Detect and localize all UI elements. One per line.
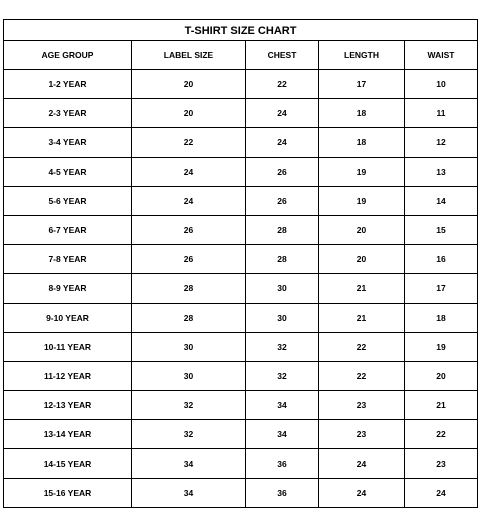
table-row bbox=[4, 420, 478, 449]
age-group-cell: 11-12 YEAR bbox=[4, 361, 132, 390]
column-header-label-size: LABEL SIZE bbox=[132, 41, 246, 70]
label-size-cell: 26 bbox=[132, 215, 246, 244]
title-row bbox=[4, 20, 478, 41]
age-group-cell: 1-2 YEAR bbox=[4, 70, 132, 99]
length-cell: 24 bbox=[319, 449, 405, 478]
table-row bbox=[4, 157, 478, 186]
waist-cell: 12 bbox=[405, 128, 478, 157]
age-group-cell: 10-11 YEAR bbox=[4, 332, 132, 361]
length-cell: 24 bbox=[319, 478, 405, 507]
label-size-cell: 24 bbox=[132, 186, 246, 215]
waist-cell: 15 bbox=[405, 215, 478, 244]
chest-cell: 32 bbox=[246, 332, 319, 361]
waist-cell: 18 bbox=[405, 303, 478, 332]
table-row bbox=[4, 70, 478, 99]
length-cell: 20 bbox=[319, 245, 405, 274]
label-size-cell: 20 bbox=[132, 99, 246, 128]
label-size-cell: 26 bbox=[132, 245, 246, 274]
header-row bbox=[4, 41, 478, 70]
size-chart-table bbox=[3, 19, 478, 508]
label-size-cell: 30 bbox=[132, 332, 246, 361]
label-size-cell: 32 bbox=[132, 391, 246, 420]
column-header-chest: CHEST bbox=[246, 41, 319, 70]
length-cell: 18 bbox=[319, 128, 405, 157]
waist-cell: 11 bbox=[405, 99, 478, 128]
chest-cell: 30 bbox=[246, 274, 319, 303]
age-group-cell: 3-4 YEAR bbox=[4, 128, 132, 157]
table-row bbox=[4, 186, 478, 215]
waist-cell: 22 bbox=[405, 420, 478, 449]
age-group-cell: 12-13 YEAR bbox=[4, 391, 132, 420]
age-group-cell: 14-15 YEAR bbox=[4, 449, 132, 478]
length-cell: 17 bbox=[319, 70, 405, 99]
length-cell: 23 bbox=[319, 420, 405, 449]
table-row bbox=[4, 99, 478, 128]
waist-cell: 19 bbox=[405, 332, 478, 361]
table-row bbox=[4, 449, 478, 478]
waist-cell: 13 bbox=[405, 157, 478, 186]
age-group-cell: 7-8 YEAR bbox=[4, 245, 132, 274]
age-group-cell: 4-5 YEAR bbox=[4, 157, 132, 186]
table-row bbox=[4, 274, 478, 303]
chest-cell: 36 bbox=[246, 478, 319, 507]
length-cell: 19 bbox=[319, 186, 405, 215]
age-group-cell: 5-6 YEAR bbox=[4, 186, 132, 215]
waist-cell: 20 bbox=[405, 361, 478, 390]
table-row bbox=[4, 478, 478, 507]
label-size-cell: 28 bbox=[132, 274, 246, 303]
waist-cell: 16 bbox=[405, 245, 478, 274]
column-header-age-group: AGE GROUP bbox=[4, 41, 132, 70]
label-size-cell: 34 bbox=[132, 478, 246, 507]
waist-cell: 24 bbox=[405, 478, 478, 507]
chest-cell: 26 bbox=[246, 186, 319, 215]
table-row bbox=[4, 361, 478, 390]
length-cell: 18 bbox=[319, 99, 405, 128]
chest-cell: 26 bbox=[246, 157, 319, 186]
label-size-cell: 32 bbox=[132, 420, 246, 449]
age-group-cell: 6-7 YEAR bbox=[4, 215, 132, 244]
length-cell: 20 bbox=[319, 215, 405, 244]
chest-cell: 34 bbox=[246, 420, 319, 449]
table-title: T-SHIRT SIZE CHART bbox=[4, 20, 478, 41]
label-size-cell: 22 bbox=[132, 128, 246, 157]
age-group-cell: 8-9 YEAR bbox=[4, 274, 132, 303]
waist-cell: 17 bbox=[405, 274, 478, 303]
length-cell: 23 bbox=[319, 391, 405, 420]
length-cell: 22 bbox=[319, 361, 405, 390]
table-row bbox=[4, 303, 478, 332]
age-group-cell: 9-10 YEAR bbox=[4, 303, 132, 332]
chest-cell: 24 bbox=[246, 128, 319, 157]
label-size-cell: 20 bbox=[132, 70, 246, 99]
chest-cell: 24 bbox=[246, 99, 319, 128]
table-row bbox=[4, 332, 478, 361]
table-row bbox=[4, 128, 478, 157]
table-body bbox=[4, 70, 478, 508]
chest-cell: 36 bbox=[246, 449, 319, 478]
chest-cell: 22 bbox=[246, 70, 319, 99]
table-row bbox=[4, 245, 478, 274]
chest-cell: 32 bbox=[246, 361, 319, 390]
column-header-length: LENGTH bbox=[319, 41, 405, 70]
table-row bbox=[4, 391, 478, 420]
table-row bbox=[4, 215, 478, 244]
age-group-cell: 15-16 YEAR bbox=[4, 478, 132, 507]
label-size-cell: 30 bbox=[132, 361, 246, 390]
age-group-cell: 13-14 YEAR bbox=[4, 420, 132, 449]
length-cell: 21 bbox=[319, 303, 405, 332]
waist-cell: 14 bbox=[405, 186, 478, 215]
length-cell: 21 bbox=[319, 274, 405, 303]
chest-cell: 34 bbox=[246, 391, 319, 420]
chest-cell: 28 bbox=[246, 215, 319, 244]
label-size-cell: 24 bbox=[132, 157, 246, 186]
column-header-waist: WAIST bbox=[405, 41, 478, 70]
chest-cell: 28 bbox=[246, 245, 319, 274]
waist-cell: 10 bbox=[405, 70, 478, 99]
chest-cell: 30 bbox=[246, 303, 319, 332]
label-size-cell: 34 bbox=[132, 449, 246, 478]
waist-cell: 23 bbox=[405, 449, 478, 478]
length-cell: 22 bbox=[319, 332, 405, 361]
label-size-cell: 28 bbox=[132, 303, 246, 332]
length-cell: 19 bbox=[319, 157, 405, 186]
age-group-cell: 2-3 YEAR bbox=[4, 99, 132, 128]
waist-cell: 21 bbox=[405, 391, 478, 420]
